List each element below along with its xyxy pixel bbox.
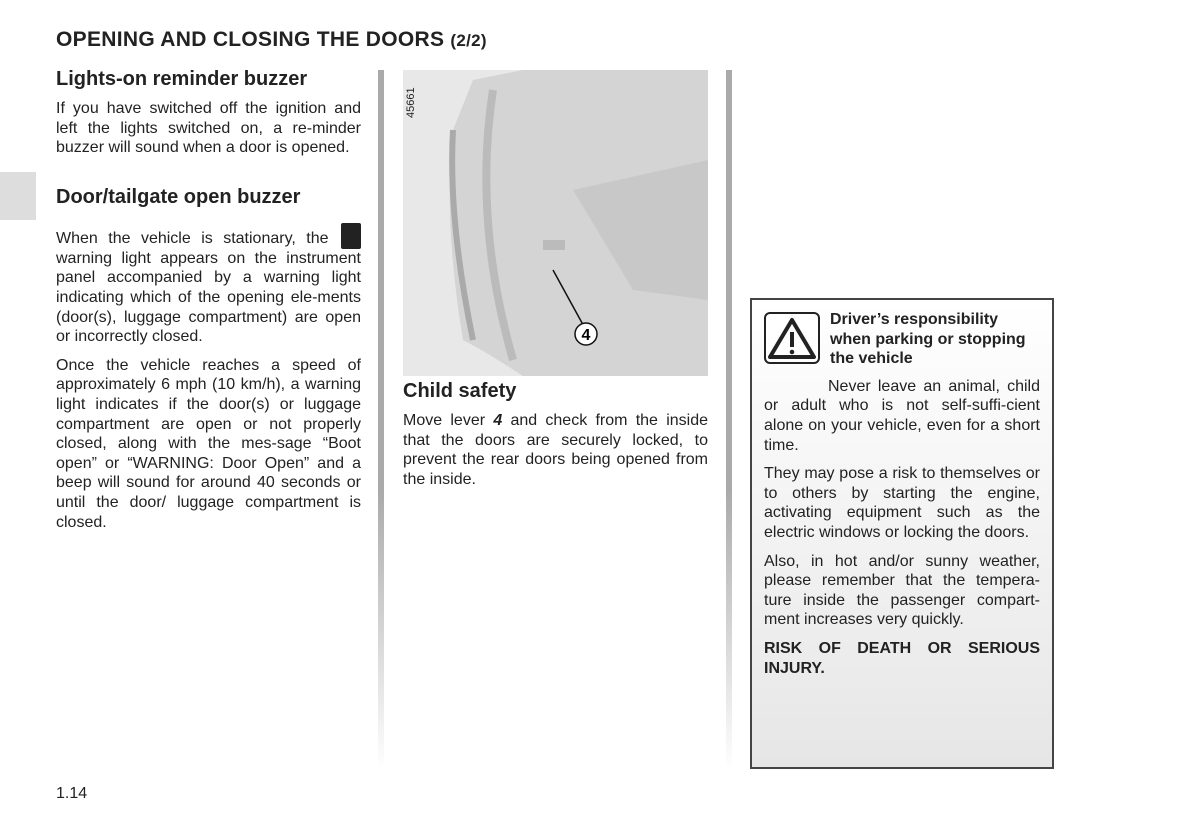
page-number: 1.14 (56, 785, 88, 802)
door-buzzer-text-2: Once the vehicle reaches a speed of approximately 6 mph (10 km/h), a warning light indicates if the door(s) or luggage compartment are open or not properly closed, along with the mes-sage “Boot open” or “WARNING: Door Open” and a beep will sound for around 40 seconds or until the door/ luggage compartment is closed. (56, 356, 361, 531)
door-illustration (403, 70, 708, 376)
warning-box (750, 298, 1054, 769)
warning-text-1: Never leave an animal, child or adult who is not self-suffi-cient alone on your vehicle, even for a short time. (764, 377, 1040, 454)
warning-text-2: They may pose a risk to themselves or to others by starting the engine, activating equipment such as the electric windows or locking the doors. (764, 465, 1040, 541)
heading-door-buzzer: Door/tailgate open buzzer (56, 185, 301, 208)
warning-heading: Driver’s responsibility when parking or stopping the vehicle (830, 311, 1026, 368)
warning-text-4: RISK OF DEATH OR SERIOUS INJURY. (764, 639, 1040, 677)
warning-text-3: Also, in hot and/or sunny weather, please remember that the tempera-ture inside the passenger compart-ment increases very quickly. (764, 552, 1040, 629)
column-divider (378, 70, 384, 770)
column-left (56, 68, 361, 541)
door-buzzer-text-1: When the vehicle is stationary, the warning light appears on the instrument panel accompanied by a warning light indicating which of the opening ele-ments (door(s), luggage compartment) are open or incorrectly closed. (56, 223, 361, 347)
lights-buzzer-text: If you have switched off the ignition and left the lights switched on, a re-minder buzzer will sound when a door is opened. (56, 100, 361, 157)
page-title: OPENING AND CLOSING THE DOORS (2/2) (56, 28, 487, 51)
warning-triangle-icon (764, 312, 820, 364)
heading-lights-buzzer: Lights-on reminder buzzer (56, 68, 308, 90)
column-divider (726, 70, 732, 770)
callout-4: 4 (581, 327, 591, 344)
figure-ref: 45661 (405, 87, 417, 118)
heading-child-safety: Child safety (403, 380, 517, 402)
door-open-warning-icon (341, 223, 361, 249)
door-drawing (403, 70, 708, 376)
column-middle (403, 380, 708, 498)
child-safety-text: Move lever 4 and check from the inside that the doors are securely locked, to prevent the rear doors being opened from the inside. (403, 412, 708, 488)
section-tab (0, 172, 36, 220)
